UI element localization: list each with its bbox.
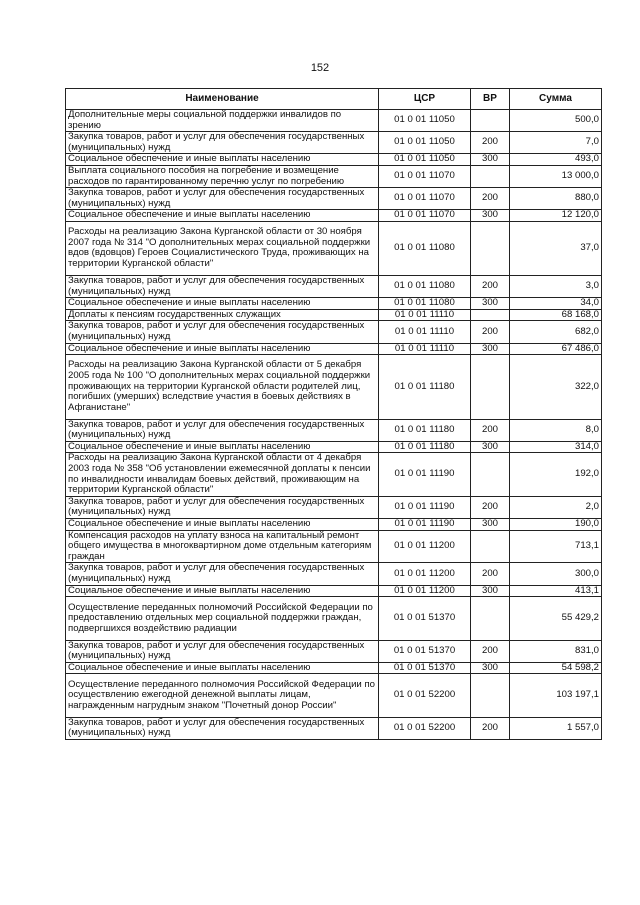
row-name-cell: Социальное обеспечение и иные выплаты населению xyxy=(66,441,379,453)
table-row xyxy=(66,355,602,420)
table-row xyxy=(66,563,602,585)
row-vr-cell xyxy=(471,309,510,321)
row-vr-cell: 300 xyxy=(471,585,510,597)
row-vr-cell xyxy=(471,221,510,275)
row-vr-cell xyxy=(471,355,510,420)
row-code-cell: 01 0 01 11200 xyxy=(379,585,471,597)
row-sum-cell: 314,0 xyxy=(510,441,602,453)
row-sum-cell: 192,0 xyxy=(510,453,602,496)
row-name-cell: Закупка товаров, работ и услуг для обеспечения государственных (муниципальных) нужд xyxy=(66,496,379,518)
row-sum-cell: 37,0 xyxy=(510,221,602,275)
row-code-cell: 01 0 01 11050 xyxy=(379,154,471,166)
table-body xyxy=(66,110,602,740)
row-vr-cell: 200 xyxy=(471,132,510,154)
row-name-cell: Дополнительные меры социальной поддержки инвалидов по зрению xyxy=(66,110,379,132)
row-sum-cell: 12 120,0 xyxy=(510,210,602,222)
row-sum-cell: 682,0 xyxy=(510,321,602,343)
table-row xyxy=(66,453,602,496)
row-code-cell: 01 0 01 11110 xyxy=(379,309,471,321)
table-row xyxy=(66,154,602,166)
row-name-cell: Выплата социального пособия на погребение и возмещение расходов по гарантированному перечню услуг по погребению xyxy=(66,165,379,187)
row-sum-cell: 880,0 xyxy=(510,188,602,210)
table-row xyxy=(66,132,602,154)
table-row xyxy=(66,221,602,275)
table-row xyxy=(66,597,602,640)
row-code-cell: 01 0 01 11200 xyxy=(379,563,471,585)
row-code-cell: 01 0 01 11180 xyxy=(379,419,471,441)
row-vr-cell: 200 xyxy=(471,563,510,585)
row-name-cell: Закупка товаров, работ и услуг для обеспечения государственных (муниципальных) нужд xyxy=(66,132,379,154)
table-row xyxy=(66,165,602,187)
row-name-cell: Социальное обеспечение и иные выплаты населению xyxy=(66,154,379,166)
row-code-cell: 01 0 01 11190 xyxy=(379,496,471,518)
row-name-cell: Осуществление переданных полномочий Российской Федерации по предоставлению отдельных мер социальной поддержки граждан, подвергшихся воздействию радиации xyxy=(66,597,379,640)
row-name-cell: Расходы на реализацию Закона Курганской области от 5 декабря 2005 года № 100 "О дополнительных мерах социальной поддержки проживающих на территории Курганской области родителей лиц, погибших (умерших) вследствие участия в боевых действиях в Афганистане" xyxy=(66,355,379,420)
row-name-cell: Расходы на реализацию Закона Курганской области от 4 декабря 2003 года № 358 "Об установлении ежемесячной доплаты к пенсии по инвалидности инвалидам боевых действий, проживающим на территории Курганской области" xyxy=(66,453,379,496)
row-sum-cell: 67 486,0 xyxy=(510,343,602,355)
header-name: Наименование xyxy=(66,89,379,110)
row-name-cell: Социальное обеспечение и иные выплаты населению xyxy=(66,298,379,310)
row-sum-cell: 493,0 xyxy=(510,154,602,166)
row-name-cell: Закупка товаров, работ и услуг для обеспечения государственных (муниципальных) нужд xyxy=(66,419,379,441)
row-vr-cell: 300 xyxy=(471,298,510,310)
row-vr-cell: 300 xyxy=(471,210,510,222)
row-name-cell: Осуществление переданного полномочия Российской Федерации по осуществлению ежегодной денежной выплаты лицам, награжденным нагрудным знаком "Почетный донор России" xyxy=(66,674,379,717)
table-row xyxy=(66,110,602,132)
table-row xyxy=(66,441,602,453)
page-number: 152 xyxy=(310,62,330,74)
row-code-cell: 01 0 01 11080 xyxy=(379,275,471,297)
table-row xyxy=(66,321,602,343)
row-code-cell: 01 0 01 51370 xyxy=(379,640,471,662)
row-name-cell: Закупка товаров, работ и услуг для обеспечения государственных (муниципальных) нужд xyxy=(66,563,379,585)
row-sum-cell: 300,0 xyxy=(510,563,602,585)
row-sum-cell: 55 429,2 xyxy=(510,597,602,640)
table-row xyxy=(66,662,602,674)
table-row xyxy=(66,309,602,321)
row-sum-cell: 500,0 xyxy=(510,110,602,132)
table-row xyxy=(66,530,602,563)
row-sum-cell: 8,0 xyxy=(510,419,602,441)
row-sum-cell: 103 197,1 xyxy=(510,674,602,717)
row-sum-cell: 68 168,0 xyxy=(510,309,602,321)
row-sum-cell: 322,0 xyxy=(510,355,602,420)
row-sum-cell: 2,0 xyxy=(510,496,602,518)
row-code-cell: 01 0 01 11070 xyxy=(379,165,471,187)
row-vr-cell xyxy=(471,165,510,187)
row-name-cell: Закупка товаров, работ и услуг для обеспечения государственных (муниципальных) нужд xyxy=(66,188,379,210)
row-code-cell: 01 0 01 11080 xyxy=(379,298,471,310)
table-row xyxy=(66,275,602,297)
row-vr-cell: 200 xyxy=(471,717,510,739)
row-vr-cell: 300 xyxy=(471,343,510,355)
row-vr-cell: 200 xyxy=(471,496,510,518)
row-vr-cell: 300 xyxy=(471,154,510,166)
row-sum-cell: 1 557,0 xyxy=(510,717,602,739)
row-sum-cell: 7,0 xyxy=(510,132,602,154)
row-vr-cell: 300 xyxy=(471,519,510,531)
row-vr-cell: 200 xyxy=(471,275,510,297)
row-code-cell: 01 0 01 11110 xyxy=(379,321,471,343)
table-row xyxy=(66,674,602,717)
row-sum-cell: 3,0 xyxy=(510,275,602,297)
row-code-cell: 01 0 01 11190 xyxy=(379,453,471,496)
row-code-cell: 01 0 01 52200 xyxy=(379,674,471,717)
row-name-cell: Социальное обеспечение и иные выплаты населению xyxy=(66,343,379,355)
header-vr: ВР xyxy=(471,89,510,110)
row-sum-cell: 713,1 xyxy=(510,530,602,563)
row-code-cell: 01 0 01 11050 xyxy=(379,110,471,132)
table-row xyxy=(66,188,602,210)
table-row xyxy=(66,496,602,518)
row-name-cell: Закупка товаров, работ и услуг для обеспечения государственных (муниципальных) нужд xyxy=(66,275,379,297)
row-code-cell: 01 0 01 11070 xyxy=(379,210,471,222)
row-code-cell: 01 0 01 11110 xyxy=(379,343,471,355)
table-row xyxy=(66,298,602,310)
row-vr-cell: 200 xyxy=(471,321,510,343)
header-code: ЦСР xyxy=(379,89,471,110)
header-sum: Сумма xyxy=(510,89,602,110)
row-sum-cell: 831,0 xyxy=(510,640,602,662)
table-row xyxy=(66,519,602,531)
row-code-cell: 01 0 01 11070 xyxy=(379,188,471,210)
row-name-cell: Социальное обеспечение и иные выплаты населению xyxy=(66,519,379,531)
row-vr-cell: 200 xyxy=(471,419,510,441)
budget-table xyxy=(65,88,602,740)
table-row xyxy=(66,419,602,441)
table-header-row xyxy=(66,89,602,110)
row-code-cell: 01 0 01 11190 xyxy=(379,519,471,531)
table-row xyxy=(66,717,602,739)
row-name-cell: Закупка товаров, работ и услуг для обеспечения государственных (муниципальных) нужд xyxy=(66,321,379,343)
row-sum-cell: 34,0 xyxy=(510,298,602,310)
row-vr-cell: 200 xyxy=(471,640,510,662)
row-vr-cell xyxy=(471,530,510,563)
table-row xyxy=(66,343,602,355)
row-vr-cell: 300 xyxy=(471,441,510,453)
row-sum-cell: 190,0 xyxy=(510,519,602,531)
row-name-cell: Доплаты к пенсиям государственных служащих xyxy=(66,309,379,321)
row-code-cell: 01 0 01 51370 xyxy=(379,662,471,674)
row-name-cell: Закупка товаров, работ и услуг для обеспечения государственных (муниципальных) нужд xyxy=(66,717,379,739)
row-name-cell: Компенсация расходов на уплату взноса на капитальный ремонт общего имущества в многоквартирном доме отдельным категориям граждан xyxy=(66,530,379,563)
row-sum-cell: 54 598,2 xyxy=(510,662,602,674)
row-name-cell: Закупка товаров, работ и услуг для обеспечения государственных (муниципальных) нужд xyxy=(66,640,379,662)
row-sum-cell: 413,1 xyxy=(510,585,602,597)
table-row xyxy=(66,210,602,222)
row-name-cell: Социальное обеспечение и иные выплаты населению xyxy=(66,662,379,674)
row-vr-cell xyxy=(471,110,510,132)
row-vr-cell: 200 xyxy=(471,188,510,210)
row-code-cell: 01 0 01 11180 xyxy=(379,441,471,453)
row-code-cell: 01 0 01 11080 xyxy=(379,221,471,275)
row-code-cell: 01 0 01 52200 xyxy=(379,717,471,739)
row-code-cell: 01 0 01 11050 xyxy=(379,132,471,154)
row-name-cell: Расходы на реализацию Закона Курганской области от 30 ноября 2007 года № 314 "О дополнительных мерах социальной поддержки вдов (вдовцов) Героев Социалистического Труда, проживающих на территории Курганской области" xyxy=(66,221,379,275)
row-vr-cell: 300 xyxy=(471,662,510,674)
row-name-cell: Социальное обеспечение и иные выплаты населению xyxy=(66,585,379,597)
row-vr-cell xyxy=(471,674,510,717)
row-code-cell: 01 0 01 11180 xyxy=(379,355,471,420)
row-vr-cell xyxy=(471,597,510,640)
row-vr-cell xyxy=(471,453,510,496)
row-code-cell: 01 0 01 11200 xyxy=(379,530,471,563)
table-row xyxy=(66,585,602,597)
table-row xyxy=(66,640,602,662)
row-sum-cell: 13 000,0 xyxy=(510,165,602,187)
row-code-cell: 01 0 01 51370 xyxy=(379,597,471,640)
row-name-cell: Социальное обеспечение и иные выплаты населению xyxy=(66,210,379,222)
